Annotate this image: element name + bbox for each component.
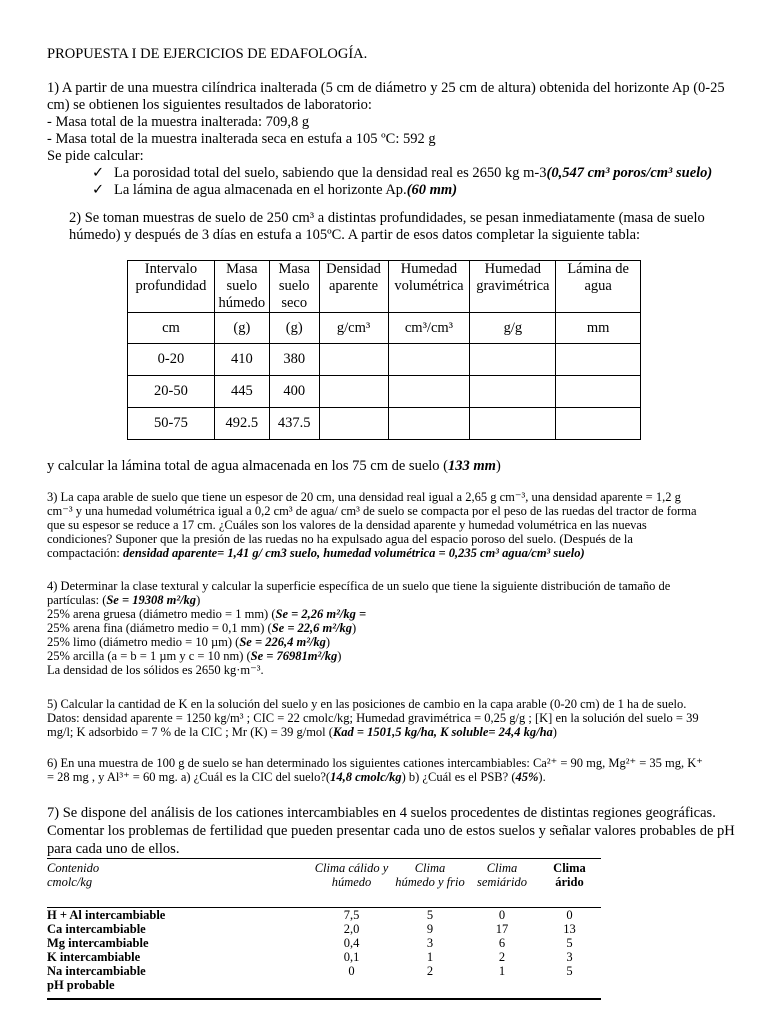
- table-cell: 13: [563, 921, 576, 936]
- ex2-unit-cell: g/cm³: [319, 313, 388, 344]
- ex2-total-answer: 133 mm: [448, 458, 496, 474]
- ex2-total-text: y calcular la lámina total de agua almacenada en los 75 cm de suelo (: [47, 458, 448, 474]
- ex1-intro-b: cm) se obtienen los siguientes resultados de laboratorio:: [47, 97, 372, 113]
- ex1-item-1: [47, 165, 737, 182]
- table-cell: 445: [214, 376, 269, 408]
- ex7-line-3: para cada uno de ellos.: [47, 841, 180, 857]
- ex7-header-units: cmolc/kg: [47, 875, 93, 889]
- ex7-row-label: pH probable: [47, 977, 115, 992]
- table-cell: 1: [498, 963, 506, 978]
- table-row: [47, 978, 601, 996]
- ex4-item-answer: Se = 76981m²/kg: [250, 649, 338, 663]
- ex2-header-cell: Intervalo profundidad: [128, 261, 215, 313]
- ex7-row-label: K intercambiable: [47, 949, 141, 964]
- ex6-line-1: 6) En una muestra de 100 g de suelo se han determinado los siguientes cationes intercambiables: Ca²⁺ = 90 mg, Mg²⁺ = 35 mg, K⁺: [47, 756, 703, 770]
- checkmark-icon: ✓: [92, 165, 105, 181]
- ex2-header-cell: Masa suelo húmedo: [214, 261, 269, 313]
- table-cell: 9: [426, 921, 434, 936]
- table-cell: 6: [498, 935, 506, 950]
- table-cell: 400: [269, 376, 319, 408]
- exercise-6: [47, 756, 747, 784]
- exercise-4: [47, 579, 747, 677]
- table-cell: [388, 408, 470, 440]
- ex6-line-2: = 28 mg , y Al³⁺ = 60 mg. a) ¿Cuál es la CIC del suelo?(: [47, 770, 331, 784]
- table-cell: [556, 376, 641, 408]
- table-cell: [388, 376, 470, 408]
- table-cell: [319, 344, 388, 376]
- ex4-item-text: 25% arena fina (diámetro medio = 0,1 mm) (: [47, 621, 272, 635]
- table-row: [47, 936, 601, 950]
- exercise-1: [47, 80, 737, 199]
- exercise-5: [47, 697, 747, 739]
- ex7-table: [47, 861, 601, 996]
- table-cell: 0: [566, 907, 573, 922]
- ex7-table-header: [47, 861, 601, 907]
- ex3-line-5: compactación:: [47, 546, 124, 560]
- ex3-line-4: condiciones? Suponer que la presión de las ruedas no ha expulsado agua del espacio poroso del suelo. (Después de la: [47, 532, 633, 546]
- table-cell: [470, 408, 556, 440]
- ex5-line-3: mg/l; K adsorbido = 7 % de la CIC ; Mr (K) = 39 g/mol (: [47, 725, 333, 739]
- ex7-line-1: 7) Se dispone del análisis de los cationes intercambiables en 4 suelos procedentes de distintas regiones geográficas.: [47, 805, 716, 821]
- ex7-line-2: Comentar los problemas de fertilidad que pueden presentar cada uno de estos suelos y señalar valores probables de pH: [47, 823, 735, 839]
- table-cell: [319, 376, 388, 408]
- table-cell: 50-75: [128, 408, 215, 440]
- ex7-row-label: H + Al intercambiable: [47, 907, 166, 922]
- table-cell: [538, 978, 601, 996]
- ex2-table-header: [128, 261, 641, 313]
- table-row: [128, 376, 641, 408]
- table-cell: [388, 344, 470, 376]
- ex3-line-1: 3) La capa arable de suelo que tiene un espesor de 20 cm, una densidad real igual a 2,65 g cm⁻³, una densidad aparente = 1,2 g: [47, 490, 681, 504]
- ex3-answer: densidad aparente= 1,41 g/ cm3 suelo, humedad volumétrica = 0,235 cm³ agua/cm³ suelo): [123, 546, 585, 560]
- ex2-line-1: 2) Se toman muestras de suelo de 250 cm³ a distintas profundidades, se pesan inmediatamente (masa de suelo: [69, 210, 705, 226]
- table-cell: 0,1: [343, 949, 360, 964]
- ex4-density: La densidad de los sólidos es 2650 kg·m⁻³.: [47, 663, 264, 677]
- table-cell: 3: [426, 935, 434, 950]
- ex7-header-cell: Clima semiárido: [477, 861, 527, 889]
- table-cell: [394, 978, 466, 996]
- table-cell: 7,5: [343, 907, 360, 922]
- table-bottom-rule: [47, 998, 601, 1000]
- ex7-row-label: Ca intercambiable: [47, 921, 146, 936]
- table-cell: [466, 978, 538, 996]
- table-cell: 5: [566, 935, 573, 950]
- ex3-line-2: cm⁻³ y una humedad volumétrica igual a 0,2 cm³ de agua/ cm³ de suelo se compacta por el peso de las ruedas del tractor de forma: [47, 504, 697, 518]
- exercise-3: [47, 490, 747, 560]
- table-cell: 0-20: [128, 344, 215, 376]
- ex7-header-contenido: Contenido: [47, 861, 100, 875]
- table-row: [47, 964, 601, 978]
- table-row: [47, 908, 601, 922]
- table-cell: [319, 408, 388, 440]
- ex7-row-label: Mg intercambiable: [47, 935, 149, 950]
- table-cell: 0: [498, 907, 506, 922]
- list-item: [47, 607, 747, 621]
- ex2-line-2: húmedo) y después de 3 días en estufa a 105ºC. A partir de esos datos completar la siguiente tabla:: [69, 227, 641, 243]
- list-item: [47, 649, 747, 663]
- ex1-mass-wet: - Masa total de la muestra inalterada: 709,8 g: [47, 114, 310, 130]
- ex5-line-2: Datos: densidad aparente = 1250 kg/m³ ; CIC = 22 cmolc/kg; Humedad gravimétrica = 0,25 g/g ; [K] en la solución del suelo = 39: [47, 711, 699, 725]
- ex6-mid: ) b) ¿Cuál es el PSB? (: [401, 770, 516, 784]
- ex1-ask: Se pide calcular:: [47, 148, 144, 164]
- ex4-item-text: 25% limo (diámetro medio = 10 µm) (: [47, 635, 240, 649]
- ex1-item-2: [47, 182, 737, 199]
- ex4-item-answer: Se = 2,26 m²/kg =: [275, 607, 367, 621]
- ex1-item1-text: La porosidad total del suelo, sabiendo que la densidad real es 2650 kg m-3: [114, 165, 547, 181]
- ex5-answer: Kad = 1501,5 kg/ha, K soluble= 24,4 kg/ha: [332, 725, 553, 739]
- checkmark-icon: ✓: [92, 182, 105, 198]
- ex2-total: [47, 458, 501, 475]
- ex4-item-close: ): [352, 621, 357, 635]
- table-cell: [309, 978, 394, 996]
- ex4-item-text: 25% arcilla (a = b = 1 µm y c = 10 nm) (: [47, 649, 251, 663]
- ex6-close: ).: [538, 770, 546, 784]
- ex1-item1-answer: (0,547 cm³ poros/cm³ suelo): [546, 165, 713, 181]
- ex1-intro-a: 1) A partir de una muestra cilíndrica inalterada (5 cm de diámetro y 25 cm de altura) obtenida del horizonte Ap (0-25: [47, 80, 725, 96]
- table-cell: [470, 376, 556, 408]
- table-cell: 1: [426, 949, 434, 964]
- ex2-unit-cell: cm³/cm³: [388, 313, 470, 344]
- ex6-answer-b: 45%: [515, 770, 539, 784]
- ex3-line-3: que su espesor se reduce a 17 cm. ¿Cuáles son los valores de la densidad aparente y humedad volumétrica en las nuevas: [47, 518, 647, 532]
- table-row: [47, 922, 601, 936]
- ex7-header-cell: Clima húmedo y frio: [395, 861, 465, 889]
- ex4-total-answer: Se = 19308 m²/kg: [106, 593, 197, 607]
- ex7-header-cell: Clima árido: [553, 861, 586, 889]
- ex2-table: [127, 260, 641, 440]
- table-cell: 410: [214, 344, 269, 376]
- ex1-item2-text: La lámina de agua almacenada en el horizonte Ap.: [114, 182, 407, 198]
- ex2-header-cell: Lámina de agua: [556, 261, 641, 313]
- ex2-unit-cell: (g): [269, 313, 319, 344]
- list-item: [47, 621, 747, 635]
- table-cell: 5: [566, 963, 573, 978]
- ex2-unit-cell: mm: [556, 313, 641, 344]
- ex4-item-close: ): [325, 635, 331, 649]
- table-row: [47, 950, 601, 964]
- exercise-2-intro: [69, 210, 739, 244]
- ex1-item2-answer: (60 mm): [406, 182, 458, 198]
- ex2-unit-cell: (g): [214, 313, 269, 344]
- ex4-item-close: ): [337, 649, 342, 663]
- ex4-close: ): [196, 593, 201, 607]
- ex2-table-units: [128, 313, 641, 344]
- ex4-line-2: partículas: (: [47, 593, 107, 607]
- ex7-row-label: Na intercambiable: [47, 963, 146, 978]
- table-cell: 492.5: [214, 408, 269, 440]
- ex2-header-cell: Masa suelo seco: [269, 261, 319, 313]
- table-row: [128, 344, 641, 376]
- ex2-header-cell: Humedad volumétrica: [388, 261, 470, 313]
- page-title: PROPUESTA I DE EJERCICIOS DE EDAFOLOGÍA.: [47, 46, 368, 62]
- ex2-unit-cell: cm: [128, 313, 215, 344]
- list-item: [47, 635, 747, 649]
- ex4-item-answer: Se = 226,4 m²/kg: [239, 635, 326, 649]
- ex5-close: ): [552, 725, 557, 739]
- ex6-answer-a: 14,8 cmolc/kg: [330, 770, 402, 784]
- ex4-item-text: 25% arena gruesa (diámetro medio = 1 mm) (: [47, 607, 276, 621]
- table-row: [128, 408, 641, 440]
- table-cell: 17: [495, 921, 509, 936]
- table-top-rule: [47, 858, 601, 859]
- ex7-header-cell: Clima cálido y húmedo: [314, 861, 389, 889]
- ex2-unit-cell: g/g: [470, 313, 556, 344]
- ex1-mass-dry: - Masa total de la muestra inalterada seca en estufa a 105 ºC: 592 g: [47, 131, 436, 147]
- table-cell: 3: [566, 949, 573, 964]
- table-cell: 437.5: [269, 408, 319, 440]
- ex2-header-cell: Densidad aparente: [319, 261, 388, 313]
- table-cell: 0: [348, 963, 355, 978]
- table-cell: 20-50: [128, 376, 215, 408]
- table-cell: 0,4: [343, 935, 360, 950]
- exercise-7: [47, 804, 747, 858]
- ex2-header-cell: Humedad gravimétrica: [470, 261, 556, 313]
- table-cell: 2: [426, 963, 434, 978]
- table-cell: [556, 408, 641, 440]
- table-cell: [470, 344, 556, 376]
- ex7-header-first: [47, 861, 309, 907]
- ex4-line-1: 4) Determinar la clase textural y calcular la superficie específica de un suelo que tiene la siguiente distribución de tamaño de: [47, 579, 671, 593]
- table-cell: 5: [426, 907, 434, 922]
- table-cell: 2,0: [343, 921, 360, 936]
- table-cell: 380: [269, 344, 319, 376]
- table-cell: 2: [498, 949, 506, 964]
- table-cell: [556, 344, 641, 376]
- ex2-total-close: ): [495, 458, 501, 474]
- ex5-line-1: 5) Calcular la cantidad de K en la solución del suelo y en las posiciones de cambio en la capa arable (0-20 cm) de 1 ha de suelo.: [47, 697, 687, 711]
- ex4-item-answer: Se = 22,6 m²/kg: [271, 621, 353, 635]
